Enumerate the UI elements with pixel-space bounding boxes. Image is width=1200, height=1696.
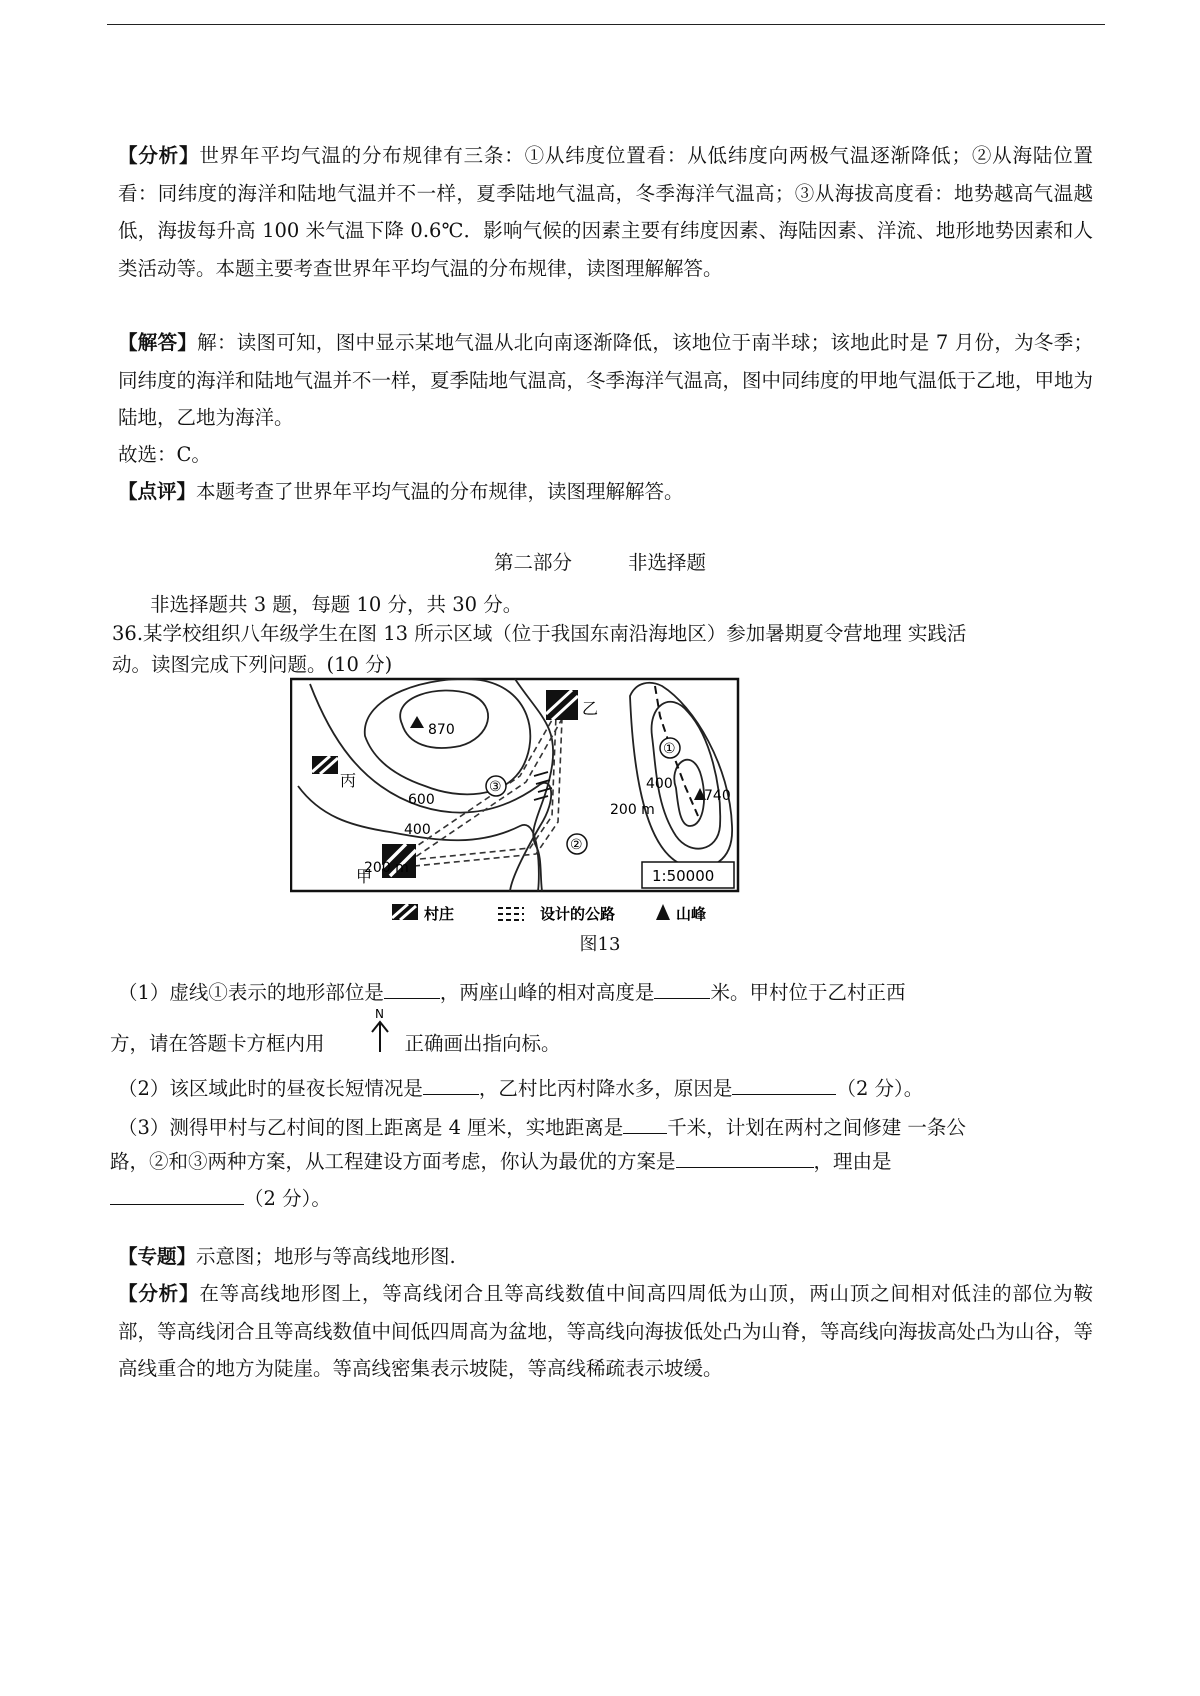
- legend-road-icon: [498, 908, 524, 920]
- label-peak-740: 740: [704, 788, 731, 804]
- answer-paragraph-1: [118, 324, 1093, 437]
- legend-peak-label: 山峰: [676, 905, 707, 923]
- label-village-jia: 甲: [356, 867, 373, 886]
- question-36-part-1-line1: （1）虚线①表示的地形部位是 ，两座山峰的相对高度是 米。甲村位于乙村正西: [118, 981, 906, 1004]
- question-36-part-3-line1: （3）测得甲村与乙村间的图上距离是 4 厘米，实地距离是 千米，计划在两村之间修建 一条公: [118, 1116, 966, 1139]
- legend: [392, 904, 706, 923]
- comment-paragraph-1: [118, 473, 1093, 511]
- analysis-text: 世界年平均气温的分布规律有三条：①从纬度位置看：从低纬度向两极气温逐渐降低；②从海陆位置看：同纬度的海洋和陆地气温并不一样，夏季陆地气温高，冬季海洋气温高；③从海拔高度看：地势越高气温越低，海拔每升高 100 米气温下降 0.6℃．影响气候的因素主要有纬度因素、海陆因素、洋流、地形地势因素和人类活动等。本题主要考查世界年平均气温的分布规律，读图理解解答。: [118, 144, 1093, 280]
- label-contour-400-west: 400: [404, 822, 431, 838]
- part-two-intro: 非选择题共 3 题，每题 10 分，共 30 分。: [150, 593, 523, 616]
- answer-blank-5[interactable]: [623, 1115, 667, 1134]
- label-marker-1: ①: [663, 741, 676, 757]
- topic-paragraph-2: [118, 1238, 1093, 1276]
- answer-blank-2[interactable]: [654, 980, 710, 999]
- legend-village-label: 村庄: [424, 905, 455, 923]
- label-contour-200-west: 200 m: [364, 860, 409, 876]
- answer-blank-3[interactable]: [423, 1076, 479, 1095]
- comment-text: 本题考查了世界年平均气温的分布规律，读图理解解答。: [196, 480, 684, 503]
- choice-line: 故选：C。: [118, 443, 211, 466]
- label-marker-3: ③: [489, 779, 502, 795]
- answer-blank-6[interactable]: [676, 1149, 814, 1168]
- answer-blank-1[interactable]: [384, 980, 440, 999]
- label-contour-400-east: 400: [646, 776, 673, 792]
- analysis-text-2: 在等高线地形图上，等高线闭合且等高线数值中间高四周低为山顶，两山顶之间相对低洼的部位为鞍部，等高线闭合且等高线数值中间低四周高为盆地，等高线向海拔低处凸为山脊，等高线向海拔高处凸为山谷，等高线重合的地方为陡崖。等高线密集表示坡陡，等高线稀疏表示坡缓。: [118, 1282, 1094, 1380]
- label-village-bing: 丙: [340, 771, 357, 790]
- label-marker-2: ②: [570, 837, 583, 853]
- label-village-yi: 乙: [582, 699, 599, 718]
- part-two-subtitle: 非选择题: [628, 551, 707, 574]
- answer-tag: 【解答】: [118, 331, 198, 354]
- village-symbol-yi: [546, 690, 578, 720]
- scale-text: 1:50000: [652, 867, 715, 885]
- part-two-heading: [0, 547, 1200, 575]
- label-contour-200-east: 200 m: [610, 802, 655, 818]
- figure-caption: 图13: [579, 934, 621, 955]
- analysis-paragraph-2: [118, 1275, 1093, 1388]
- answer-text: 解：读图可知，图中显示某地气温从北向南逐渐降低，该地位于南半球；该地此时是 7 月份，为冬季；同纬度的海洋和陆地气温并不一样，夏季陆地气温高，冬季海洋气温高，图中同纬度的甲地气温低于乙地，甲地为陆地，乙地为海洋。: [118, 331, 1094, 429]
- header-rule: [107, 24, 1105, 25]
- question-36-line2: 动。读图完成下列问题。(10 分): [112, 653, 393, 676]
- answer-blank-7[interactable]: [110, 1186, 244, 1205]
- question-36-part-1-line2: 方，请在答题卡方框内用 正确画出指向标。: [110, 1032, 561, 1055]
- topic-tag: 【专题】: [118, 1245, 197, 1268]
- question-36-part-3-line2: 路，②和③两种方案，从工程建设方面考虑，你认为最优的方案是 ，理由是: [110, 1150, 892, 1173]
- north-arrow-icon: [368, 1006, 392, 1054]
- legend-peak-icon: [656, 904, 670, 920]
- question-36-line1: 36.某学校组织八年级学生在图 13 所示区域（位于我国东南沿海地区）参加暑期夏令营地理 实践活: [112, 622, 967, 645]
- comment-tag: 【点评】: [118, 480, 197, 503]
- question-36-stem: [112, 618, 1087, 680]
- analysis-tag-2: 【分析】: [118, 1282, 200, 1305]
- legend-road-label: 设计的公路: [540, 905, 616, 923]
- analysis-tag: 【分析】: [118, 144, 200, 167]
- label-peak-870: 870: [428, 722, 455, 738]
- topic-text: 示意图；地形与等高线地形图.: [196, 1245, 456, 1268]
- label-contour-600: 600: [408, 792, 435, 808]
- svg-text:N: N: [375, 1007, 384, 1021]
- village-symbol-bing: [312, 756, 338, 774]
- part-two-title: 第二部分: [493, 551, 572, 574]
- answer-blank-4[interactable]: [732, 1076, 836, 1095]
- question-36-part-2: （2）该区域此时的昼夜长短情况是 ，乙村比丙村降水多，原因是 （2 分）。: [118, 1077, 924, 1100]
- analysis-paragraph-1: [118, 137, 1093, 287]
- question-36-part-3-line3: （2 分）。: [110, 1181, 331, 1217]
